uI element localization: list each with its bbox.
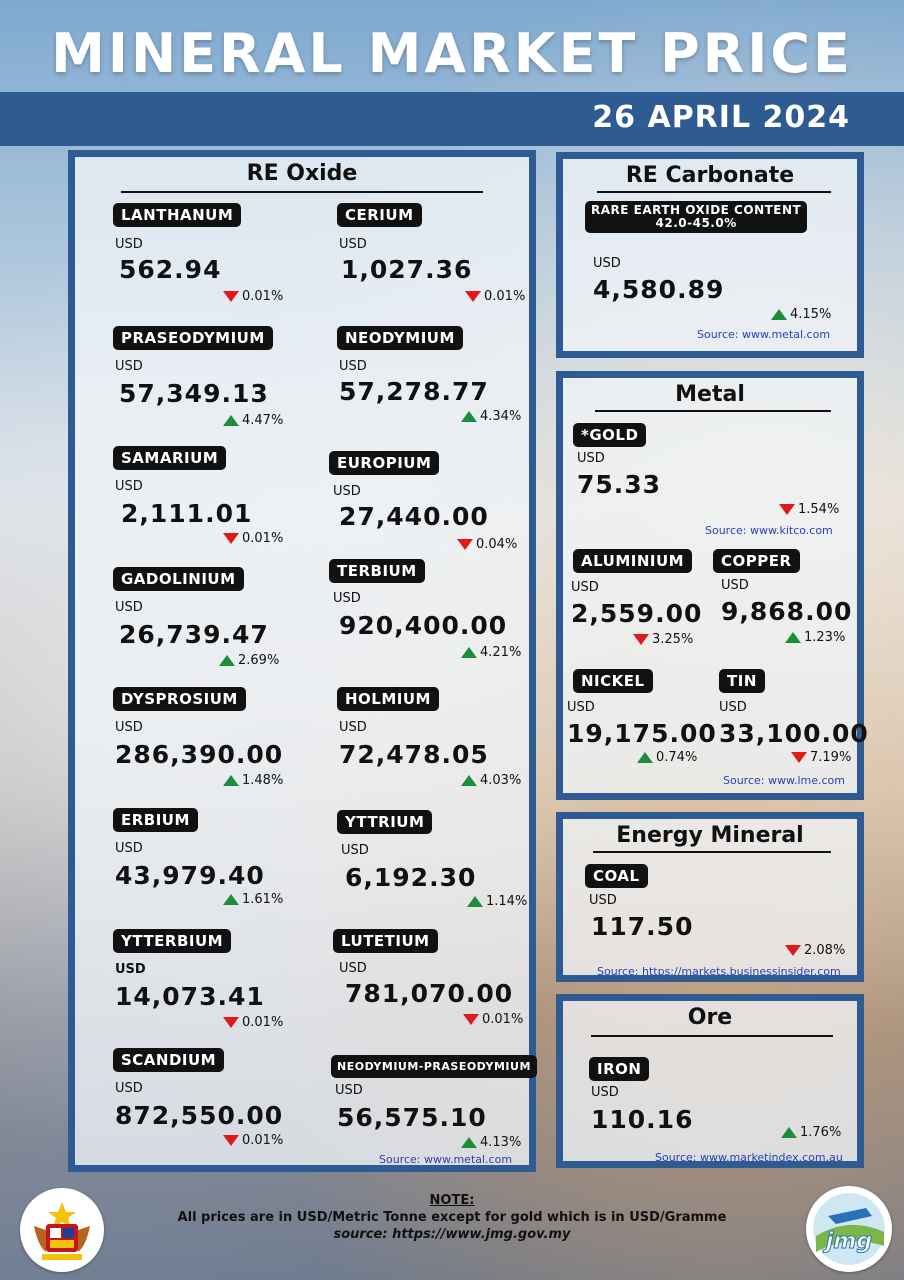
re-oxide-title-rule [121,191,483,193]
up-arrow-icon [461,775,477,786]
price-value: 110.16 [591,1105,694,1134]
lme-source: Source: www.lme.com [723,774,845,787]
rare-earth-oxide-content-label: RARE EARTH OXIDE CONTENT 42.0-45.0% [585,201,807,233]
down-arrow-icon [463,1014,479,1025]
unit-label: USD [335,1083,363,1098]
unit-label: USD [115,600,143,615]
mineral-label: NEODYMIUM [337,326,463,350]
mineral-label: YTTERBIUM [113,929,231,953]
price-change: 4.03% [461,773,521,788]
price-change: 4.15% [771,307,831,322]
footer-note [0,1192,904,1243]
price-change: 0.01% [223,1133,283,1148]
price-change: 1.48% [223,773,283,788]
price-change: 0.04% [457,537,517,552]
mineral-label: NICKEL [573,669,653,693]
unit-label: USD [339,359,367,374]
re-carbonate-source: Source: www.metal.com [697,328,831,341]
up-arrow-icon [781,1127,797,1138]
price-value: 56,575.10 [337,1103,487,1132]
mineral-label: EUROPIUM [329,451,439,475]
price-change: 7.19% [791,750,851,765]
note-source: source: https://www.jmg.gov.my [333,1227,571,1242]
metal-title-rule [595,410,831,412]
ore-panel [556,994,864,1168]
price-value: 57,349.13 [119,379,269,408]
unit-label: USD [567,700,595,715]
price-value: 1,027.36 [341,255,473,284]
price-value: 72,478.05 [339,740,489,769]
re-oxide-title: RE Oxide [246,161,358,186]
unit-label: USD [721,578,749,593]
note-heading: NOTE: [429,1193,475,1208]
mineral-label: SCANDIUM [113,1048,224,1072]
ore-source: Source: www.marketindex.com.au [655,1151,843,1164]
unit-label: USD [115,237,143,252]
re-oxide-source: Source: www.metal.com [379,1153,513,1166]
mineral-label: NEODYMIUM-PRASEODYMIUM [331,1055,537,1078]
price-change: 2.69% [219,653,279,668]
jmg-logo [806,1186,892,1272]
up-arrow-icon [223,775,239,786]
price-change: 0.01% [223,289,283,304]
unit-label: USD [719,700,747,715]
unit-label: USD [115,962,146,977]
price-value: 562.94 [119,255,222,284]
price-value: 33,100.00 [719,719,869,748]
down-arrow-icon [779,504,795,515]
up-arrow-icon [461,647,477,658]
up-arrow-icon [223,894,239,905]
price-value: 43,979.40 [115,861,265,890]
price-change: 1.54% [779,502,839,517]
up-arrow-icon [637,752,653,763]
mineral-label: SAMARIUM [113,446,226,470]
mineral-label: TERBIUM [329,559,425,583]
mineral-label: DYSPROSIUM [113,687,246,711]
up-arrow-icon [219,655,235,666]
up-arrow-icon [467,896,483,907]
jmg-logo-icon [806,1186,892,1272]
up-arrow-icon [461,1137,477,1148]
price-change: 1.14% [467,894,527,909]
price-change: 4.47% [223,413,283,428]
unit-label: USD [115,841,143,856]
mineral-label: TIN [719,669,765,693]
gold-source: Source: www.kitco.com [705,524,833,537]
price-change: 4.34% [461,409,521,424]
unit-label: USD [571,580,599,595]
mineral-label: COPPER [713,549,800,573]
price-change: 4.21% [461,645,521,660]
price-value: 9,868.00 [721,597,853,626]
metal-panel [556,371,869,800]
ore-title: Ore [687,1005,733,1030]
price-value: 920,400.00 [339,611,508,640]
price-change: 1.76% [781,1125,841,1140]
re-carbonate-title-rule [597,191,831,193]
mineral-label: LUTETIUM [333,929,438,953]
re-carbonate-panel [556,152,864,358]
price-value: 2,111.01 [121,499,253,528]
unit-label: USD [591,1085,619,1100]
price-value: 117.50 [591,912,694,941]
mineral-label: YTTRIUM [337,810,432,834]
down-arrow-icon [223,533,239,544]
price-value: 286,390.00 [115,740,284,769]
unit-label: USD [593,256,621,271]
price-change: 4.13% [461,1135,521,1150]
energy-source: Source: https://markets.businessinsider.com [597,965,841,978]
up-arrow-icon [461,411,477,422]
mineral-label: ERBIUM [113,808,198,832]
mineral-label: LANTHANUM [113,203,241,227]
down-arrow-icon [633,634,649,645]
price-value: 27,440.00 [339,502,489,531]
price-value: 6,192.30 [345,863,477,892]
price-value: 26,739.47 [119,620,269,649]
energy-mineral-panel [556,812,864,982]
unit-label: USD [339,961,367,976]
down-arrow-icon [791,752,807,763]
price-change: 0.01% [223,531,283,546]
re-oxide-panel [68,150,536,1172]
up-arrow-icon [771,309,787,320]
price-value: 872,550.00 [115,1101,284,1130]
price-change: 1.61% [223,892,283,907]
price-change: 0.01% [463,1012,523,1027]
report-date: 26 APRIL 2024 [592,100,850,135]
mineral-label: PRASEODYMIUM [113,326,273,350]
jmg-logo-text: jmg [825,1229,873,1254]
price-value: 14,073.41 [115,982,265,1011]
note-body: All prices are in USD/Metric Tonne except for gold which is in USD/Gramme [177,1210,727,1225]
price-change: 1.23% [785,630,845,645]
unit-label: USD [339,720,367,735]
mineral-label: ALUMINIUM [573,549,692,573]
unit-label: USD [115,359,143,374]
price-value: 19,175.00 [567,719,717,748]
price-change: 2.08% [785,943,845,958]
price-change: 3.25% [633,632,693,647]
unit-label: USD [577,451,605,466]
down-arrow-icon [785,945,801,956]
price-value: 2,559.00 [571,599,703,628]
mineral-label-iron: IRON [589,1057,649,1081]
unit-label: USD [115,720,143,735]
down-arrow-icon [457,539,473,550]
metal-title: Metal [675,382,745,407]
unit-label: USD [115,479,143,494]
price-change: 0.74% [637,750,697,765]
unit-label: USD [333,591,361,606]
unit-label: USD [589,893,617,908]
page-title: MINERAL MARKET PRICE [51,22,853,85]
unit-label: USD [341,843,369,858]
price-change: 0.01% [465,289,525,304]
price-change: 0.01% [223,1015,283,1030]
mineral-label: HOLMIUM [337,687,439,711]
up-arrow-icon [785,632,801,643]
unit-label: USD [339,237,367,252]
down-arrow-icon [223,291,239,302]
down-arrow-icon [223,1017,239,1028]
price-value: 781,070.00 [345,979,514,1008]
energy-title-rule [593,851,831,853]
down-arrow-icon [465,291,481,302]
unit-label: USD [333,484,361,499]
mineral-label: GADOLINIUM [113,567,244,591]
price-value: 75.33 [577,470,662,499]
mineral-label-coal: COAL [585,864,648,888]
energy-mineral-title: Energy Mineral [616,823,804,848]
mineral-label: CERIUM [337,203,422,227]
price-value: 4,580.89 [593,275,725,304]
mineral-label: *GOLD [573,423,646,447]
unit-label: USD [115,1081,143,1096]
price-value: 57,278.77 [339,377,489,406]
date-band [0,92,904,146]
re-carbonate-title: RE Carbonate [625,163,795,188]
down-arrow-icon [223,1135,239,1146]
ore-title-rule [591,1035,833,1037]
up-arrow-icon [223,415,239,426]
